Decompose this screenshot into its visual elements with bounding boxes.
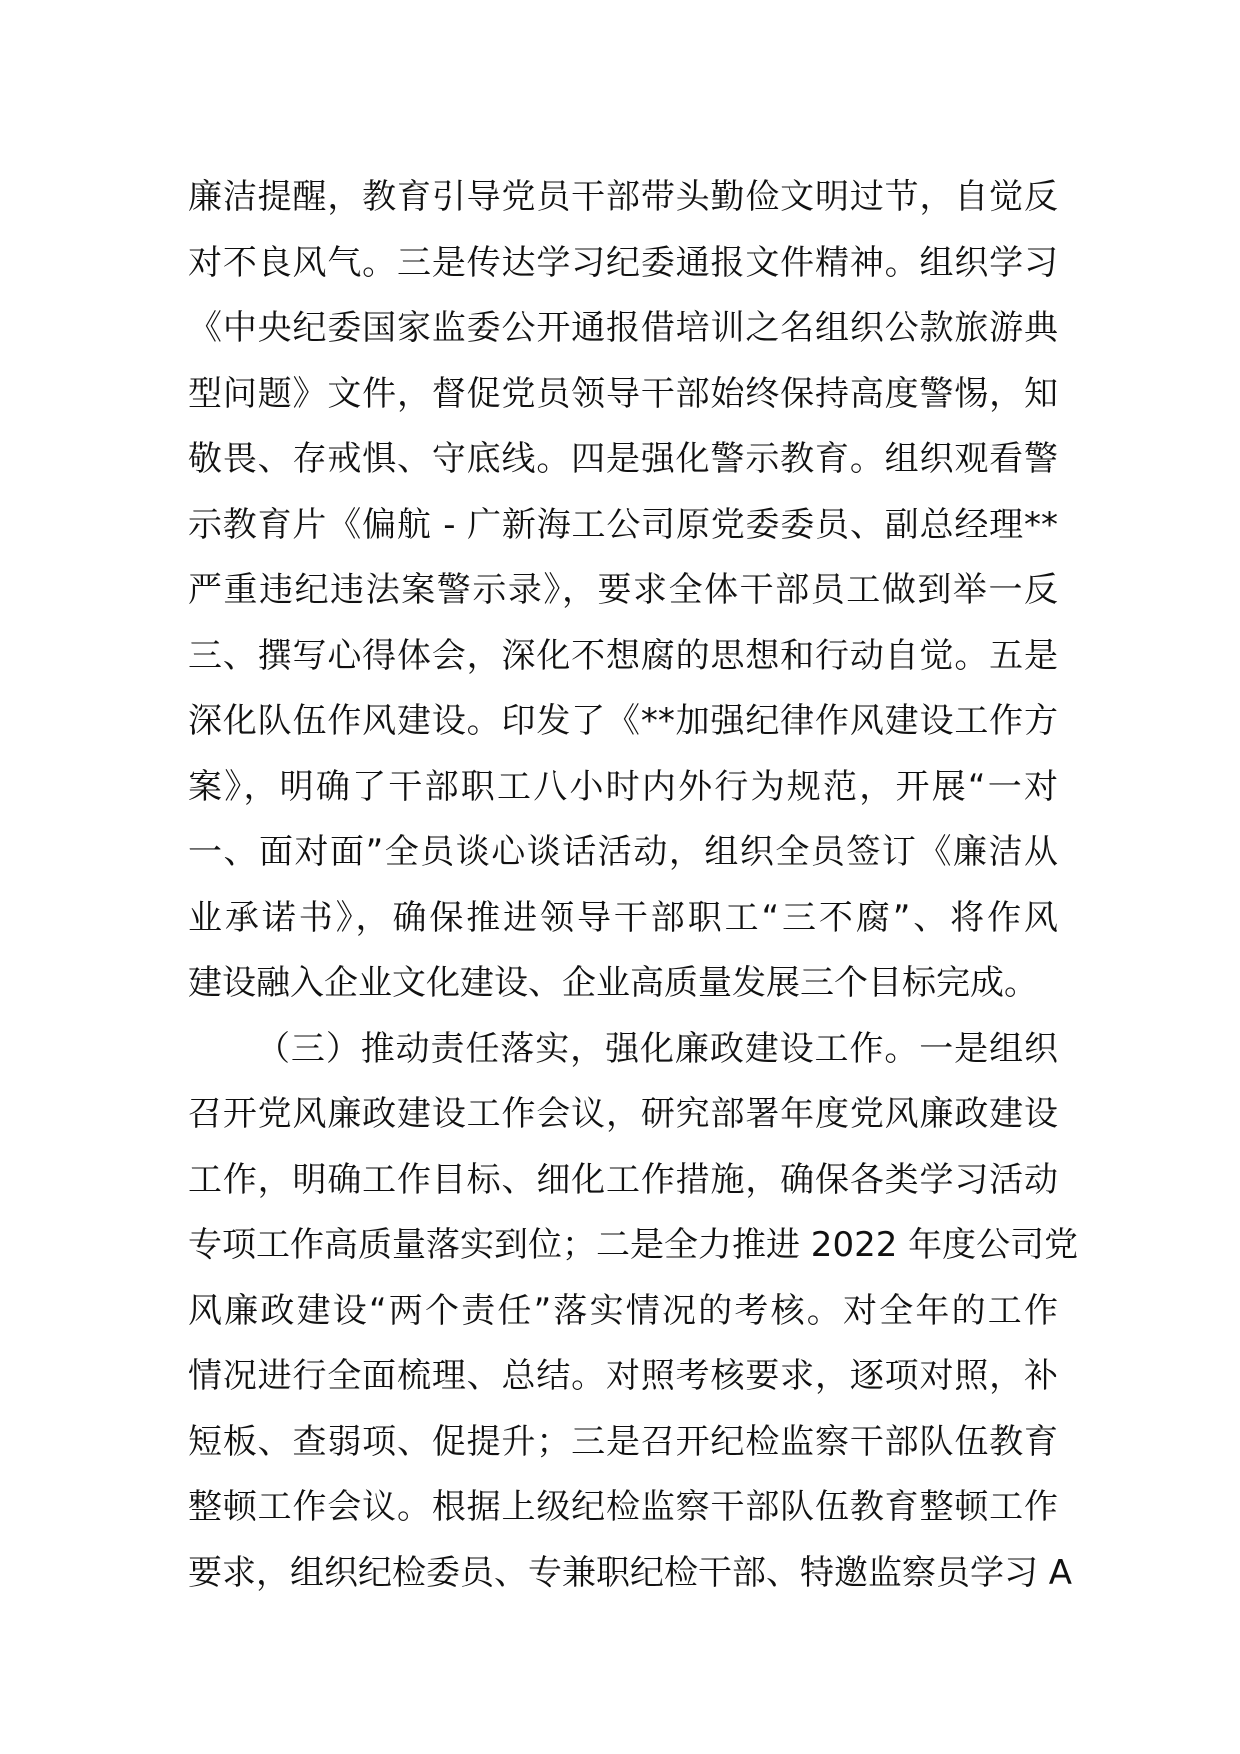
text-line: 工作，明确工作目标、细化工作措施，确保各类学习活动 (188, 1159, 1058, 1200)
paragraph-end-line: 建设融入企业文化建设、企业高质量发展三个目标完成。 (188, 963, 1038, 1003)
text-line: 敬畏、存戒惧、守底线。四是强化警示教育。组织观看警 (188, 439, 1058, 479)
text-line: 型问题》文件，督促党员领导干部始终保持高度警惕，知 (188, 373, 1058, 414)
text-line: 深化队伍作风建设。印发了《**加强纪律作风建设工作方 (188, 701, 1058, 741)
text-line: 三、撰写心得体会，深化不想腐的思想和行动自觉。五是 (188, 635, 1058, 676)
body-text (188, 165, 1079, 1606)
text-line: 情况进行全面梳理、总结。对照考核要求，逐项对照，补 (188, 1356, 1058, 1396)
text-line: 专项工作高质量落实到位；二是全力推进 2022 年度公司党 (188, 1225, 1079, 1265)
text-line: 要求，组织纪检委员、专兼职纪检干部、特邀监察员学习 A (188, 1552, 1073, 1593)
text-line: 案》，明确了干部职工八小时内外行为规范，开展“一对 (188, 766, 1058, 807)
text-line: 《中央纪委国家监委公开通报借培训之名组织公款旅游典 (188, 308, 1058, 348)
text-line: 整顿工作会议。根据上级纪检监察干部队伍教育整顿工作 (188, 1487, 1058, 1527)
text-line: 示教育片《偏航 - 广新海工公司原党委委员、副总经理** (188, 504, 1058, 545)
text-line: 严重违纪违法案警示录》，要求全体干部员工做到举一反 (188, 570, 1058, 610)
text-line: 风廉政建设“两个责任”落实情况的考核。对全年的工作 (188, 1290, 1058, 1331)
text-line: 业承诺书》，确保推进领导干部职工“三不腐”、将作风 (188, 897, 1058, 938)
text-line: 对不良风气。三是传达学习纪委通报文件精神。组织学习 (188, 242, 1058, 283)
text-line: 廉洁提醒，教育引导党员干部带头勤俭文明过节，自觉反 (188, 177, 1058, 217)
section-heading-line: （三）推动责任落实，强化廉政建设工作。一是组织 (256, 1028, 1058, 1069)
text-line: 一、面对面”全员谈心谈话活动，组织全员签订《廉洁从 (188, 832, 1058, 872)
text-line: 召开党风廉政建设工作会议，研究部署年度党风廉政建设 (188, 1094, 1058, 1134)
text-line: 短板、查弱项、促提升；三是召开纪检监察干部队伍教育 (188, 1421, 1058, 1462)
